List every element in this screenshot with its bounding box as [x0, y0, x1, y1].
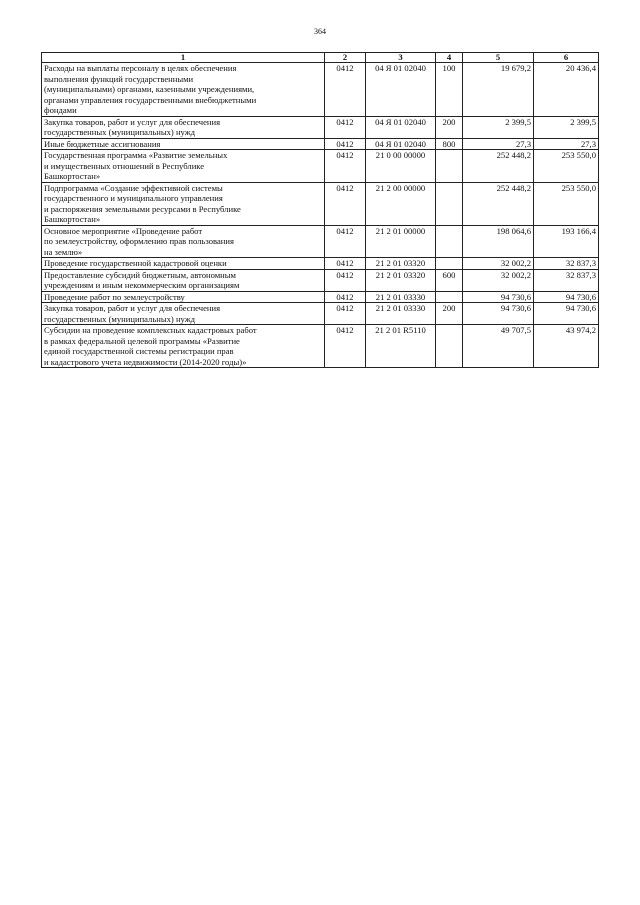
column-header-name: 1	[42, 53, 325, 63]
row-section: 0412	[325, 225, 366, 258]
row-csr: 21 2 01 03320	[366, 269, 436, 291]
row-amount-1: 94 730,6	[463, 291, 534, 303]
row-section: 0412	[325, 63, 366, 117]
row-csr: 04 Я 01 02040	[366, 138, 436, 150]
row-amount-1: 32 002,2	[463, 269, 534, 291]
row-csr: 21 2 01 03320	[366, 258, 436, 270]
row-section: 0412	[325, 269, 366, 291]
column-header-csr: 3	[366, 53, 436, 63]
row-csr: 21 2 01 R5110	[366, 325, 436, 368]
table-row	[42, 150, 599, 183]
row-amount-2: 253 550,0	[534, 150, 599, 183]
row-section: 0412	[325, 303, 366, 325]
row-amount-1: 198 064,6	[463, 225, 534, 258]
row-name: Подпрограмма «Создание эффективной системы государственного и муниципального управления и распоряжения земельными ресурсами в Республике Башкортостан»	[42, 182, 325, 225]
row-csr: 21 0 00 00000	[366, 150, 436, 183]
table-row	[42, 291, 599, 303]
row-amount-1: 49 707,5	[463, 325, 534, 368]
row-vr	[436, 258, 463, 270]
row-vr: 100	[436, 63, 463, 117]
row-amount-1: 252 448,2	[463, 150, 534, 183]
row-csr: 21 2 01 00000	[366, 225, 436, 258]
row-section: 0412	[325, 291, 366, 303]
column-header-section: 2	[325, 53, 366, 63]
row-amount-1: 27,3	[463, 138, 534, 150]
row-csr: 21 2 01 03330	[366, 291, 436, 303]
row-name: Расходы на выплаты персоналу в целях обеспечения выполнения функций государственными (муниципальными) органами, казенными учреждениями, органами управления государственными внебюджетными фондами	[42, 63, 325, 117]
row-amount-2: 27,3	[534, 138, 599, 150]
row-amount-2: 94 730,6	[534, 303, 599, 325]
column-header-amount-1: 5	[463, 53, 534, 63]
row-vr: 200	[436, 303, 463, 325]
row-amount-1: 94 730,6	[463, 303, 534, 325]
row-csr: 21 2 01 03330	[366, 303, 436, 325]
row-amount-2: 43 974,2	[534, 325, 599, 368]
row-amount-2: 193 166,4	[534, 225, 599, 258]
row-amount-2: 253 550,0	[534, 182, 599, 225]
row-amount-2: 32 837,3	[534, 258, 599, 270]
row-name: Основное мероприятие «Проведение работ по землеустройству, оформлению прав пользования на землю»	[42, 225, 325, 258]
row-csr: 04 Я 01 02040	[366, 63, 436, 117]
row-amount-2: 94 730,6	[534, 291, 599, 303]
row-name: Иные бюджетные ассигнования	[42, 138, 325, 150]
table-row	[42, 138, 599, 150]
table-row	[42, 116, 599, 138]
column-header-vr: 4	[436, 53, 463, 63]
row-vr: 200	[436, 116, 463, 138]
row-vr	[436, 291, 463, 303]
row-amount-1: 2 399,5	[463, 116, 534, 138]
row-name: Государственная программа «Развитие земельных и имущественных отношений в Республике Башкортостан»	[42, 150, 325, 183]
row-name: Проведение государственной кадастровой оценки	[42, 258, 325, 270]
table-row	[42, 325, 599, 368]
table-row	[42, 225, 599, 258]
table-row	[42, 63, 599, 117]
table-row	[42, 182, 599, 225]
row-name: Закупка товаров, работ и услуг для обеспечения государственных (муниципальных) нужд	[42, 116, 325, 138]
row-amount-1: 32 002,2	[463, 258, 534, 270]
row-vr	[436, 150, 463, 183]
row-section: 0412	[325, 182, 366, 225]
row-section: 0412	[325, 325, 366, 368]
table-row	[42, 258, 599, 270]
row-csr: 21 2 00 00000	[366, 182, 436, 225]
row-csr: 04 Я 01 02040	[366, 116, 436, 138]
row-amount-2: 2 399,5	[534, 116, 599, 138]
row-name: Предоставление субсидий бюджетным, автономным учреждениям и иным некоммерческим организациям	[42, 269, 325, 291]
row-section: 0412	[325, 258, 366, 270]
table-row	[42, 269, 599, 291]
row-vr	[436, 325, 463, 368]
row-amount-2: 32 837,3	[534, 269, 599, 291]
row-section: 0412	[325, 138, 366, 150]
row-name: Проведение работ по землеустройству	[42, 291, 325, 303]
row-amount-1: 19 679,2	[463, 63, 534, 117]
column-header-amount-2: 6	[534, 53, 599, 63]
row-name: Закупка товаров, работ и услуг для обеспечения государственных (муниципальных) нужд	[42, 303, 325, 325]
row-vr	[436, 225, 463, 258]
row-section: 0412	[325, 150, 366, 183]
row-vr	[436, 182, 463, 225]
row-vr: 800	[436, 138, 463, 150]
page-number: 364	[314, 27, 326, 36]
table-header-row	[42, 53, 599, 63]
budget-table	[41, 52, 599, 368]
row-amount-2: 20 436,4	[534, 63, 599, 117]
table-row	[42, 303, 599, 325]
row-name: Субсидии на проведение комплексных кадастровых работ в рамках федеральной целевой программы «Развитие единой государственной системы регистрации прав и кадастрового учета недвижимости (2014-2020 годы)»	[42, 325, 325, 368]
row-section: 0412	[325, 116, 366, 138]
row-vr: 600	[436, 269, 463, 291]
row-amount-1: 252 448,2	[463, 182, 534, 225]
